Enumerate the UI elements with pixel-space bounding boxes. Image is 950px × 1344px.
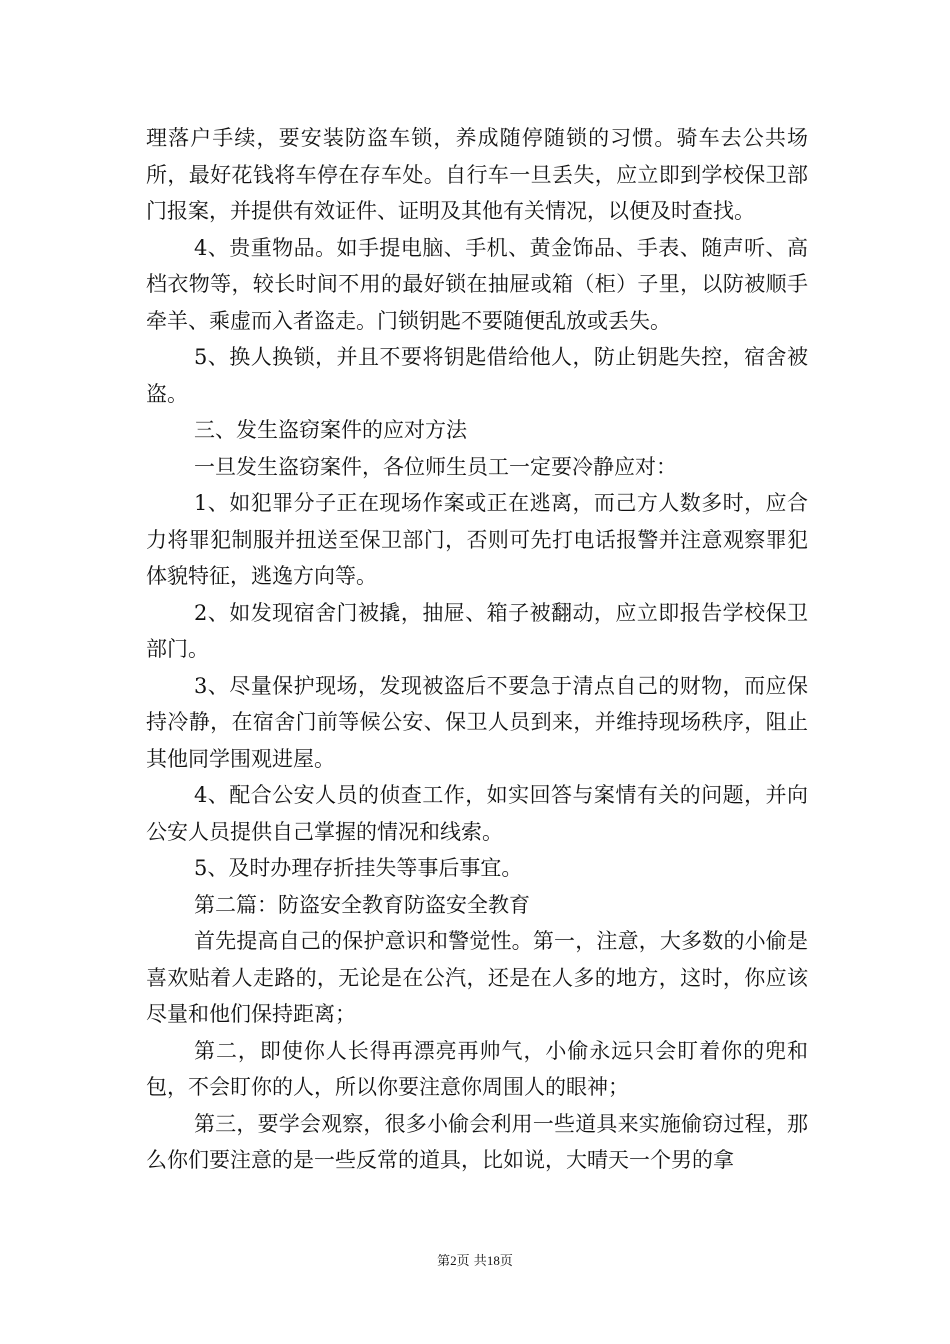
paragraph: 5、及时办理存折挂失等事后事宜。 bbox=[194, 856, 523, 880]
paragraph: 理落户手续，要安装防盗车锁，养成随停随锁的习惯。骑车去公共场所，最好花钱将车停在存车处。自行车一旦丢失，应立即到学校保卫部门报案，并提供有效证件、证明及其他有关情况，以便及时查找。 bbox=[146, 126, 808, 223]
page-footer bbox=[0, 1250, 950, 1269]
paragraph: 5、换人换锁，并且不要将钥匙借给他人，防止钥匙失控，宿舍被盗。 bbox=[146, 345, 808, 406]
paragraph: 第二，即使你人长得再漂亮再帅气，小偷永远只会盯着你的兜和包，不会盯你的人，所以你要注意你周围人的眼神； bbox=[146, 1038, 808, 1099]
paragraph: 首先提高自己的保护意识和警觉性。第一，注意，大多数的小偷是喜欢贴着人走路的，无论是在公汽，还是在人多的地方，这时，你应该尽量和他们保持距离； bbox=[146, 929, 808, 1026]
section-heading: 第二篇：防盗安全教育防盗安全教育 bbox=[194, 892, 530, 917]
paragraph: 3、尽量保护现场，发现被盗后不要急于清点自己的财物，而应保持冷静，在宿舍门前等候公安、保卫人员到来，并维持现场秩序，阻止其他同学围观进屋。 bbox=[146, 673, 808, 771]
paragraph: 2、如发现宿舍门被撬，抽屉、箱子被翻动，应立即报告学校保卫部门。 bbox=[146, 600, 808, 661]
page-label-suffix: 页 bbox=[499, 1254, 513, 1269]
section-heading: 三、发生盗窃案件的应对方法 bbox=[194, 418, 467, 442]
paragraph: 4、贵重物品。如手提电脑、手机、黄金饰品、手表、随声听、高档衣物等，较长时间不用的最好锁在抽屉或箱（柜）子里，以防被顺手牵羊、乘虚而入者盗走。门锁钥匙不要随便乱放或丢失。 bbox=[146, 235, 808, 333]
document-body bbox=[146, 120, 808, 1179]
page-label-prefix: 第 bbox=[437, 1254, 451, 1269]
total-page-count: 18 bbox=[486, 1253, 500, 1268]
current-page-number: 2 bbox=[450, 1253, 457, 1268]
paragraph: 1、如犯罪分子正在现场作案或正在逃离，而己方人数多时，应合力将罪犯制服并扭送至保卫部门，否则可先打电话报警并注意观察罪犯体貌特征，逃逸方向等。 bbox=[146, 491, 808, 588]
paragraph: 一旦发生盗窃案件，各位师生员工一定要冷静应对： bbox=[194, 454, 677, 479]
page-label-middle: 页 共 bbox=[456, 1254, 487, 1269]
paragraph: 第三，要学会观察，很多小偷会利用一些道具来实施偷窃过程，那么你们要注意的是一些反常的道具，比如说，大晴天一个男的拿 bbox=[146, 1111, 808, 1172]
paragraph: 4、配合公安人员的侦查工作，如实回答与案情有关的问题，并向公安人员提供自己掌握的情况和线索。 bbox=[146, 783, 808, 844]
